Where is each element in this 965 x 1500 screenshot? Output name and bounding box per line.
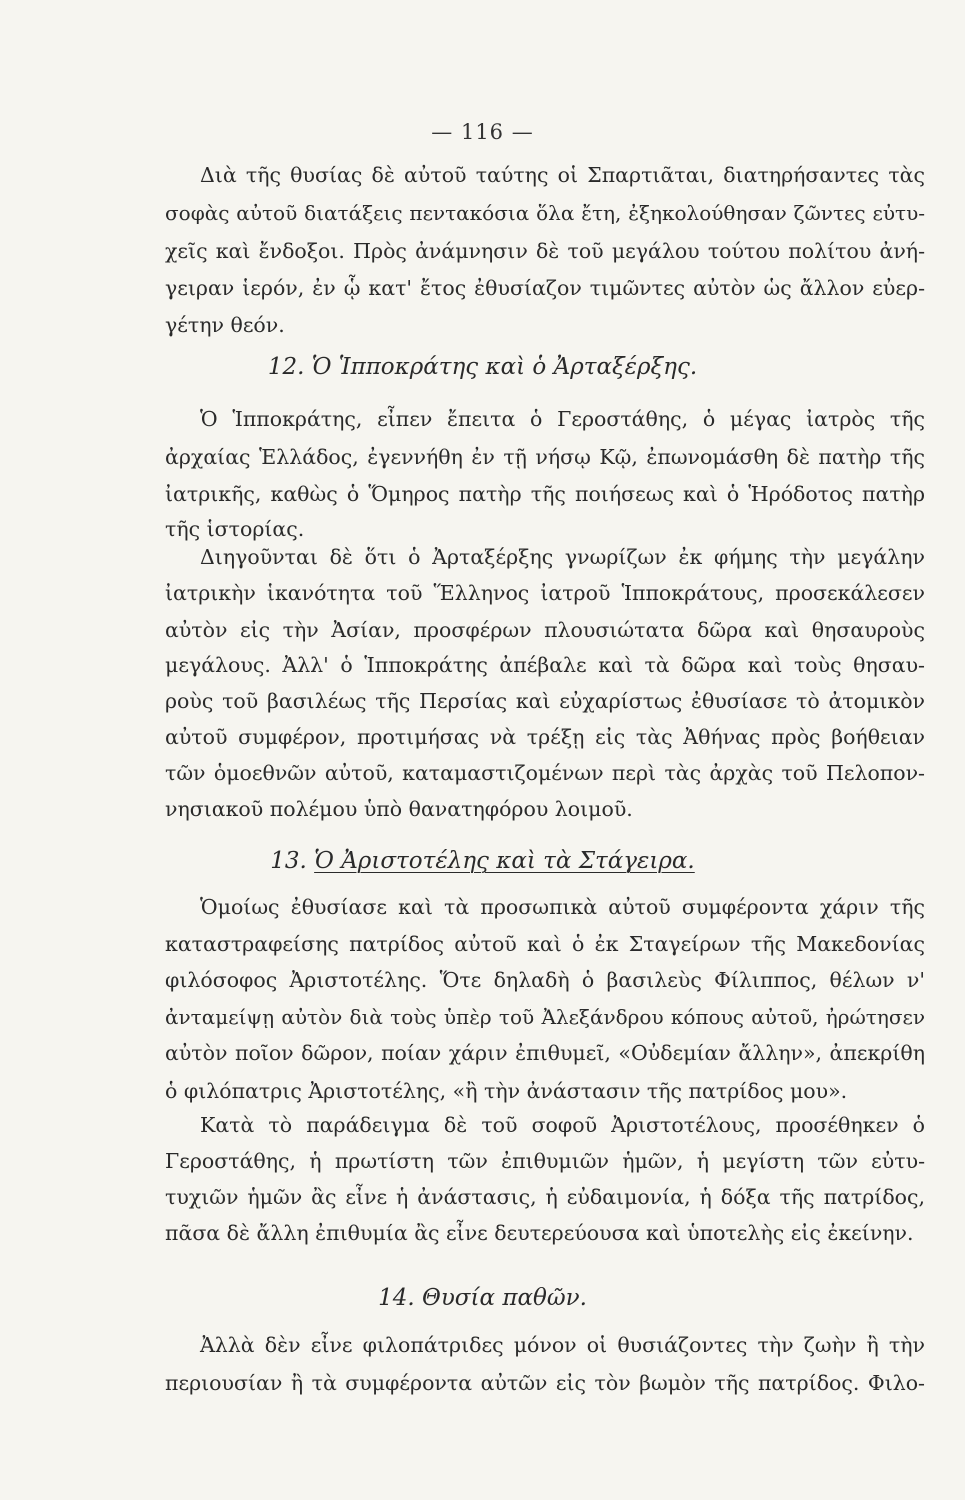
text-line: Κατὰ τὸ παράδειγμα δὲ τοῦ σοφοῦ Ἀριστοτέλους, προσέθηκεν ὁ: [200, 1113, 925, 1137]
section-heading-13: [0, 846, 965, 876]
text-line: Ὁ Ἱπποκράτης, εἶπεν ἔπειτα ὁ Γεροστάθης, ὁ μέγας ἰατρὸς τῆς: [200, 407, 925, 431]
section-number: 13.: [270, 848, 307, 874]
text-line: Γεροστάθης, ἡ πρωτίστη τῶν ἐπιθυμιῶν ἡμῶν, ἡ μεγίστη τῶν εὐτυ-: [165, 1149, 925, 1173]
text-line: νησιακοῦ πολέμου ὑπὸ θανατηφόρου λοιμοῦ.: [165, 797, 633, 821]
text-line: Διηγοῦνται δὲ ὅτι ὁ Ἀρταξέρξης γνωρίζων ἐκ φήμης τὴν μεγάλην: [200, 545, 925, 569]
text-line: ἀνταμείψῃ αὐτὸν διὰ τοὺς ὑπὲρ τοῦ Ἀλεξάνδρου κόπους αὐτοῦ, ἠρώτησεν: [165, 1005, 925, 1029]
section-number: 14.: [378, 1285, 415, 1311]
text-line: περιουσίαν ἢ τὰ συμφέροντα αὐτῶν εἰς τὸν βωμὸν τῆς πατρίδος. Φιλο-: [165, 1371, 925, 1395]
section-number: 12.: [267, 354, 305, 380]
section-title: Ὁ Ἱπποκράτης καὶ ὁ Ἀρταξέρξης.: [311, 354, 698, 380]
text-line: ἰατρικὴν ἱκανότητα τοῦ Ἕλληνος ἰατροῦ Ἱπποκράτους, προσεκάλεσεν: [165, 581, 925, 605]
text-line: γέτην θεόν.: [165, 313, 285, 337]
text-line: τυχιῶν ἡμῶν ἂς εἶνε ἡ ἀνάστασις, ἡ εὐδαιμονία, ἡ δόξα τῆς πατρίδος,: [165, 1185, 925, 1209]
text-line: πᾶσα δὲ ἄλλη ἐπιθυμία ἂς εἶνε δευτερεύουσα καὶ ὑποτελὴς εἰς ἐκείνην.: [165, 1221, 914, 1245]
section-heading-12: [0, 352, 965, 382]
text-line: τῆς ἱστορίας.: [165, 517, 305, 541]
text-line: φιλόσοφος Ἀριστοτέλης. Ὅτε δηλαδὴ ὁ βασιλεὺς Φίλιππος, θέλων ν': [165, 968, 925, 992]
text-line: ὁ φιλόπατρις Ἀριστοτέλης, «ἢ τὴν ἀνάστασιν τῆς πατρίδος μου».: [165, 1079, 848, 1103]
text-line: αὐτοῦ συμφέρον, προτιμήσας νὰ τρέξῃ εἰς τὰς Ἀθήνας πρὸς βοήθειαν: [165, 725, 925, 749]
text-line: Ἀλλὰ δὲν εἶνε φιλοπάτριδες μόνον οἱ θυσιάζοντες τὴν ζωὴν ἢ τὴν: [200, 1333, 925, 1357]
text-line: Ὁμοίως ἐθυσίασε καὶ τὰ προσωπικὰ αὐτοῦ συμφέροντα χάριν τῆς: [200, 895, 925, 919]
section-title: Θυσία παθῶν.: [421, 1285, 587, 1311]
section-heading-14: [0, 1283, 965, 1313]
section-title: Ὁ Ἀριστοτέλης καὶ τὰ Στάγειρα.: [314, 848, 695, 874]
text-line: σοφὰς αὐτοῦ διατάξεις πεντακόσια ὅλα ἔτη, ἐξηκολούθησαν ζῶντες εὐτυ-: [165, 201, 925, 225]
text-line: αὐτὸν εἰς τὴν Ἀσίαν, προσφέρων πλουσιώτατα δῶρα καὶ θησαυροὺς: [165, 618, 925, 642]
text-line: γειραν ἱερόν, ἐν ᾧ κατ' ἔτος ἐθυσίαζον τιμῶντες αὐτὸν ὡς ἄλλον εὐερ-: [165, 276, 925, 300]
page-number: — 116 —: [431, 120, 534, 144]
text-line: αὐτὸν ποῖον δῶρον, ποίαν χάριν ἐπιθυμεῖ, «Οὐδεμίαν ἄλλην», ἀπεκρίθη: [165, 1041, 925, 1065]
text-line: ἀρχαίας Ἑλλάδος, ἐγεννήθη ἐν τῇ νήσῳ Κῷ, ἐπωνομάσθη δὲ πατὴρ τῆς: [165, 445, 925, 469]
text-line: τῶν ὁμοεθνῶν αὐτοῦ, καταμαστιζομένων περὶ τὰς ἀρχὰς τοῦ Πελοπον-: [165, 761, 925, 785]
text-line: χεῖς καὶ ἔνδοξοι. Πρὸς ἀνάμνησιν δὲ τοῦ μεγάλου τούτου πολίτου ἀνή-: [165, 239, 925, 263]
text-line: ἰατρικῆς, καθὼς ὁ Ὅμηρος πατὴρ τῆς ποιήσεως καὶ ὁ Ἡρόδοτος πατὴρ: [165, 482, 925, 506]
text-line: ροὺς τοῦ βασιλέως τῆς Περσίας καὶ εὐχαρίστως ἐθυσίασε τὸ ἀτομικὸν: [165, 689, 925, 713]
text-line: καταστραφείσης πατρίδος αὐτοῦ καὶ ὁ ἐκ Σταγείρων τῆς Μακεδονίας: [165, 932, 925, 956]
text-line: Διὰ τῆς θυσίας δὲ αὐτοῦ ταύτης οἱ Σπαρτιᾶται, διατηρήσαντες τὰς: [200, 163, 925, 187]
text-line: μεγάλους. Ἀλλ' ὁ Ἱπποκράτης ἀπέβαλε καὶ τὰ δῶρα καὶ τοὺς θησαυ-: [165, 653, 925, 677]
